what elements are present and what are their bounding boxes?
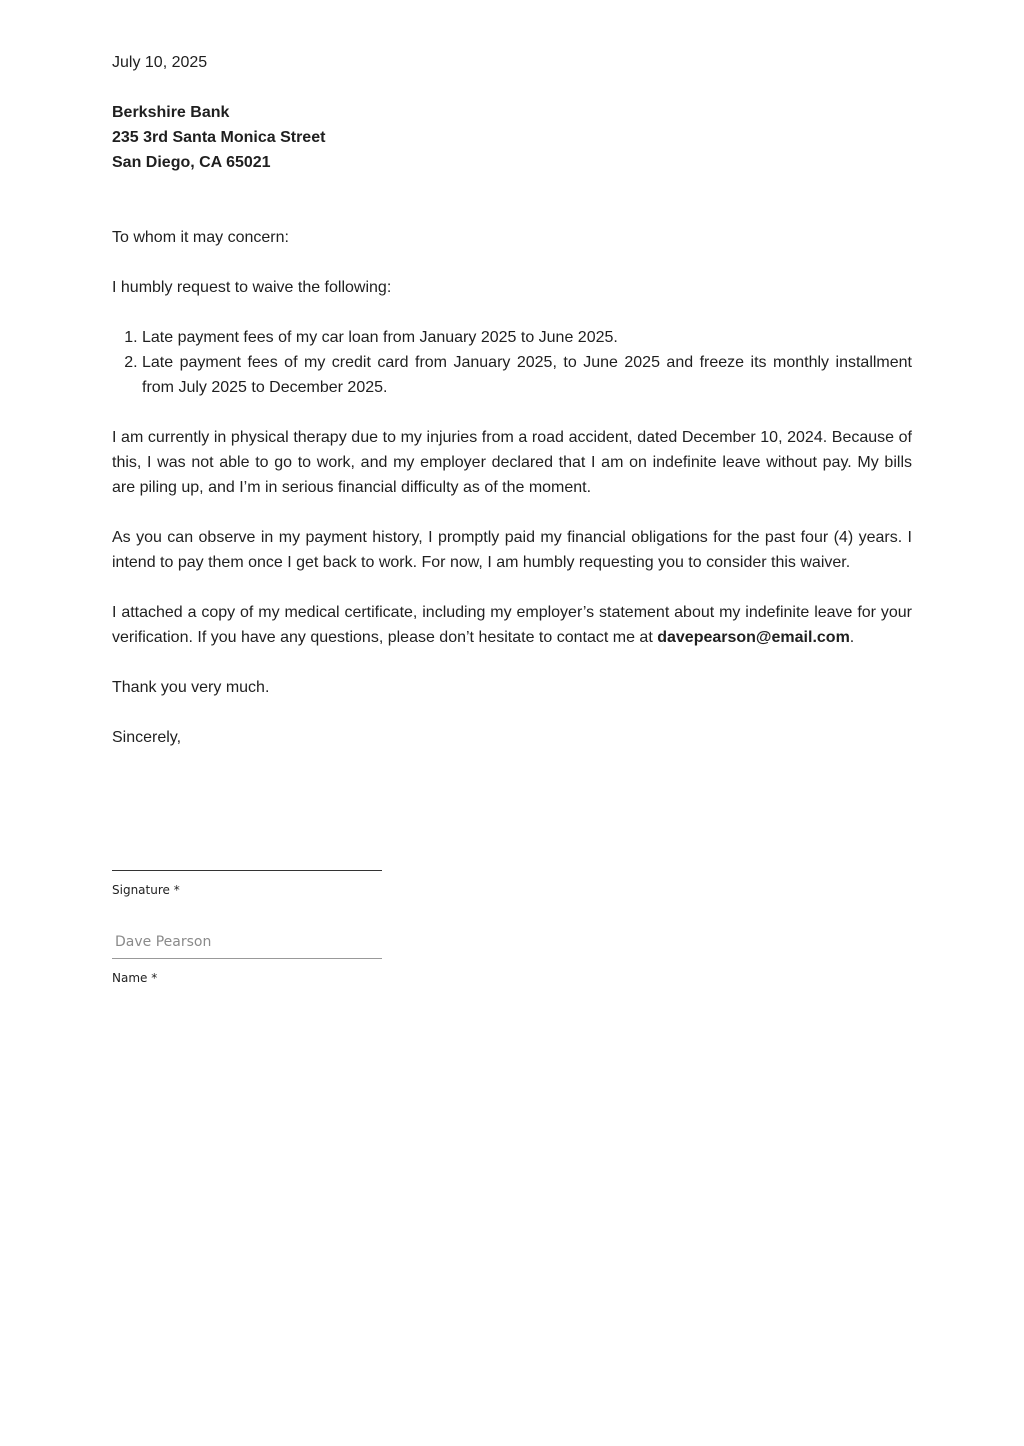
closing-text: Sincerely, bbox=[112, 729, 182, 746]
paragraph-circumstances: I am currently in physical therapy due to my injuries from a road accident, dated December 10, 2024. Because of this, I was not able to go to work, and my employer declared that I am on indefinite leave without pay. My bills are piling up, and I’m in serious financial difficulty as of the moment. bbox=[112, 429, 912, 496]
name-field-container bbox=[112, 925, 382, 959]
signature-form bbox=[112, 840, 382, 986]
waive-list bbox=[112, 325, 912, 400]
recipient-city: San Diego, CA 65021 bbox=[112, 154, 271, 171]
letter-date: July 10, 2025 bbox=[112, 54, 208, 71]
letter-body bbox=[112, 50, 912, 750]
signature-label: Signature * bbox=[112, 883, 180, 897]
recipient-address bbox=[112, 100, 912, 175]
recipient-street: 235 3rd Santa Monica Street bbox=[112, 129, 326, 146]
thanks-text: Thank you very much. bbox=[112, 679, 270, 696]
contact-email: davepearson@email.com bbox=[657, 629, 850, 646]
name-input[interactable] bbox=[112, 925, 382, 958]
paragraph-attachment bbox=[112, 600, 912, 650]
salutation: To whom it may concern: bbox=[112, 229, 289, 246]
recipient-name: Berkshire Bank bbox=[112, 104, 230, 121]
signature-field[interactable] bbox=[112, 840, 382, 871]
attachment-text-end: . bbox=[849, 629, 855, 646]
intro-text: I humbly request to waive the following: bbox=[112, 279, 392, 296]
list-item: 1. Late payment fees of my car loan from January 2025 to June 2025. bbox=[142, 325, 912, 350]
name-label: Name * bbox=[112, 971, 158, 985]
paragraph-payment-history: As you can observe in my payment history, I promptly paid my financial obligations for the past four (4) years. I intend to pay them once I get back to work. For now, I am humbly requesting you to consider this waiver. bbox=[112, 529, 912, 571]
attachment-text: I attached a copy of my medical certificate, including my employer’s statement about my indefinite leave for your verification. If you have any questions, please don’t hesitate to contact me at bbox=[112, 604, 912, 646]
list-item: 2. Late payment fees of my credit card from January 2025, to June 2025 and freeze its monthly installment from July 2025 to December 2025. bbox=[142, 350, 912, 400]
